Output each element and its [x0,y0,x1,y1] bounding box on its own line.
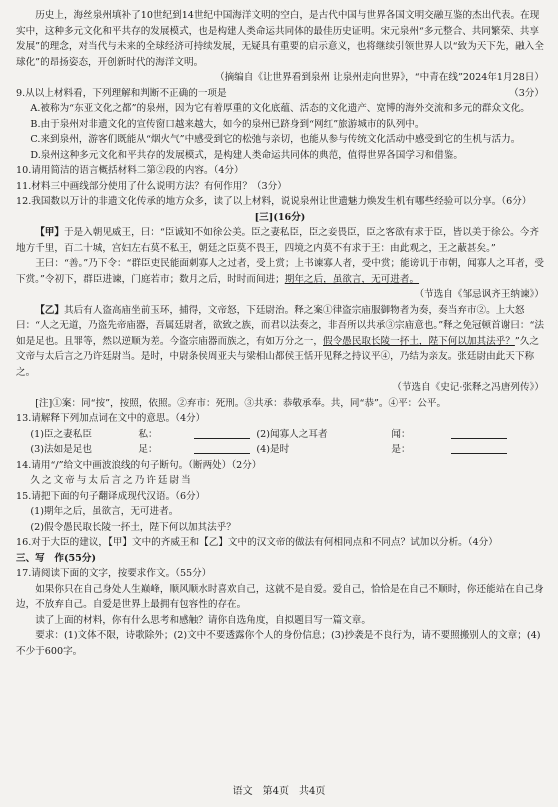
q12: 12.我国数以万计的非遗文化传承的地方众多，读了以上材料，说说泉州让世遗魅力焕发生机有哪些经验可以分享。（6分） [16,196,532,207]
essay-requirements: 要求：(1)文体不限，诗歌除外；(2)文中不要透露你个人的身份信息；(3)抄袭是不良行为，请不要照搬别人的文章；(4)不少于600字。 [16,630,541,657]
section-writing-title: 三、写 作(55分) [16,552,96,564]
source-note: （摘编自《让世界看到泉州 让泉州走向世界》，“中青在线”2024年1月28日） [214,72,544,83]
q13-row-2: (3)法如是足也 足： (4)是时 是： [16,442,544,458]
q9-option-b: B.由于泉州对非遗文化的宣传窗口越来越大，如今的泉州已跻身到“网红”旅游城市的队列中。 [30,118,425,130]
q14: 14.请用“/”给文中画波浪线的句子断句。（断两处）（2分） [16,459,262,471]
q15-item-1: (1)期年之后，虽欲言，无可进者。 [30,506,179,517]
essay-prompt-1: 如果你只在自己身处人生巅峰，顺风顺水时喜欢自己，这就不是自爱。爱自己，恰恰是在自己不顺时，你还能站在自己身边，不放弃自己。自爱是世界上最拥有包容性的存在。 [16,583,544,610]
essay-prompt-2: 读了上面的材料，你有什么思考和感触？请你自选角度，自拟题目写一篇文章。 [35,614,371,626]
yi-source: （节选自《史记·张释之冯唐列传》） [392,382,544,393]
q16: 16.对于大臣的建议，【甲】文中的齐威王和【乙】文中的汉文帝的做法有何相同点和不同点？试加以分析。（4分） [16,537,498,548]
yi-passage: 【乙】其后有人盗高庙坐前玉环，捕得，文帝怒，下廷尉治。释之案①律盗宗庙服御物者为奏，奏当弃市②。上大怒曰：“人之无道，乃盗先帝庙器，吾属廷尉者，欲致之族，而君以法奏之，非吾所以共承③宗庙意也。”释之免冠顿首谢曰：“法如是足也。且罪等，然以逆顺为差。今盗宗庙器而族之，有如万分之一，假令愚民取长陵一抔土，陛下何以加其法乎？”久之文帝与太后言之乃许廷尉当。是时，中尉条侯周亚夫与梁相山都侯王恬开见释之持议平④，乃结为亲友。张廷尉由此天下称之。 [16,304,544,378]
q13-answer-blank-3[interactable] [194,442,250,454]
q13-answer-blank-1[interactable] [194,427,250,439]
q9-stem: 9.从以上材料看，下列理解和判断不正确的一项是 （3分） [16,87,544,99]
passage-intro: 历史上，海丝泉州填补了10世纪到14世纪中国海洋文明的空白，是古代中国与世界各国文明交融互鉴的杰出代表。在现实中，这种多元文化和平共存的发展模式，也是构建人类命运共同体的最佳历史证明。宋元泉州“多元整合、共同繁荣、共享发展”的理念，对当代与未来的全球经济可持续发展，无疑具有重要的启示意义，也将继续引领世界人以“致为天下先，融入全球化”的昂扬姿态，开创新时代的海洋文明。 [16,10,544,68]
q9-option-c: C.来到泉州，游客们既能从“烟火气”中感受到它的松弛与亲切，也能从参与传统文化活动中感受到它的生机与活力。 [30,134,521,145]
jia-passage: 【甲】于是入朝见威王，曰：“臣诚知不如徐公美。臣之妻私臣，臣之妾畏臣，臣之客欲有求于臣，皆以美于徐公。今齐地方千里，百二十城，宫妇左右莫不私王，朝廷之臣莫不畏王，四境之内莫不有求于王：由此观之，王之蔽甚矣。” [16,227,539,254]
q9-option-d: D.泉州这种多元文化和平共存的发展模式，是构建人类命运共同体的典范，值得世界各国学习和借鉴。 [30,149,463,161]
q13-answer-blank-2[interactable] [451,427,507,439]
q15-item-2: (2)假令愚民取长陵一抔土，陛下何以加其法乎？ [30,521,236,533]
annotation-notes: [注]①案：同“按”，按照，依照。②弃市：死刑。③共承：恭敬承奉。共，同“恭”。④平：公平。 [35,397,447,409]
yi-wavy-context: ”久之文帝与太后言之乃许廷尉当。是时，中尉条侯周亚夫与梁相山都侯王恬开见释之持议平④，乃结为亲友。张廷尉由此天下称之。 [16,335,539,378]
jia-source: （节选自《邹忌讽齐王纳谏》） [414,289,544,300]
q17: 17.请阅读下面的文字，按要求作文。（55分） [16,568,212,579]
page-footer: 语文 第4页 共4页 [232,786,326,797]
q11: 11.材料三中画线部分使用了什么说明方法？有何作用？（3分） [16,180,287,192]
q14-sentence: 久之文帝与太后言之乃许廷尉当 [30,475,193,486]
jia-underlined-sentence: 期年之后，虽欲言，无可进者。 [284,273,420,285]
jia-passage-2: 王曰：“善。”乃下令：“群臣吏民能面刺寡人之过者，受上赏；上书谏寡人者，受中赏；能谤讥于市朝，闻寡人之耳者，受下赏。”令初下，群臣进谏，门庭若市；数月之后，时时而间进；期年之后，虽欲言，无可进者。 [16,258,544,285]
q13-row-1: (1)臣之妻私臣 私： (2)闻寡人之耳者 闻： [16,427,544,443]
section-3-title: [三](16分) [254,211,306,223]
yi-underlined-sentence: 假令愚民取长陵一抔土，陛下何以加其法乎？ [323,335,515,347]
q10: 10.请用简洁的语言概括材料二第②段的内容。（4分） [16,165,244,176]
q13-stem: 13.请解释下列加点词在文中的意思。（4分） [16,413,206,424]
q9-option-a: A.被称为“东亚文化之都”的泉州，因为它有着厚重的文化底蕴、活态的文化遗产、宽博的海外交流和多元的群众文化。 [30,103,530,114]
q15: 15.请把下面的句子翻译成现代汉语。（6分） [16,490,206,502]
q13-answer-blank-4[interactable] [451,442,507,454]
